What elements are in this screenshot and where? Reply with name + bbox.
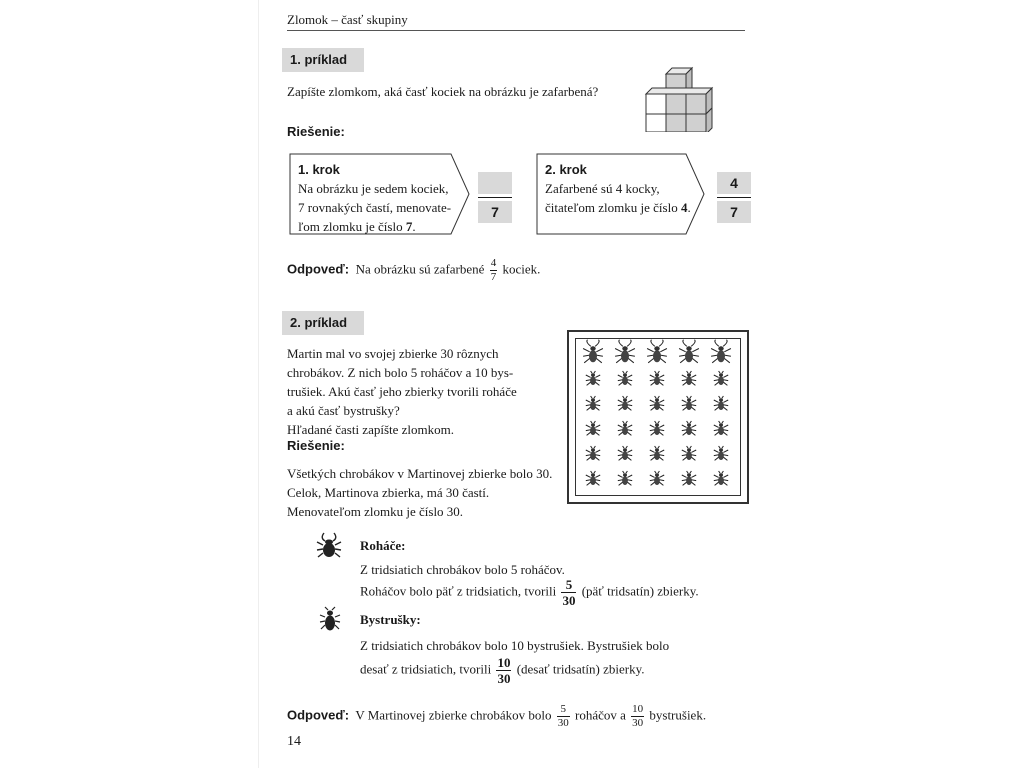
step-2-line-1: Zafarbené sú 4 kocky, — [545, 181, 660, 196]
stag-beetle-icon — [711, 340, 731, 363]
beetle-icon — [586, 471, 600, 485]
ground-beetle-icon — [318, 606, 342, 634]
beetle-icon — [618, 471, 632, 485]
example-1-solution-label: Riešenie: — [287, 124, 345, 139]
example-1-label: 1. príklad — [282, 48, 364, 72]
example-1-question: Zapíšte zlomkom, aká časť kociek na obrázku je zafarbená? — [287, 84, 599, 99]
step-1-text — [298, 160, 463, 236]
answer-2-fraction-1: $\frac{5}{30}$ — [557, 703, 569, 729]
step-2-text — [545, 160, 705, 217]
beetle-icon — [714, 396, 728, 410]
beetle-icon — [650, 371, 664, 385]
beetle-icon — [586, 396, 600, 410]
beetle-icon — [650, 471, 664, 485]
beetle-icon — [682, 396, 696, 410]
beetle-icon — [618, 446, 632, 460]
example-2-solution: Všetkých chrobákov v Martinovej zbierke bolo 30. Celok, Martinova zbierka, má 30 častí. Menovateľom zlomku je číslo 30. — [287, 466, 553, 519]
step-2-title: 2. krok — [545, 162, 587, 177]
stag-beetle-icon — [679, 340, 699, 363]
answer-label: Odpoveď: — [287, 261, 350, 277]
step-2-numerator: 4 — [717, 172, 751, 194]
answer-2-label: Odpoveď: — [287, 707, 350, 723]
rohace-fraction: $\frac{5}{30}$ — [562, 577, 576, 608]
beetle-icon — [650, 421, 664, 435]
example-2-problem: Martin mal vo svojej zbierke 30 rôznych chrobákov. Z nich bolo 5 roháčov a 10 bys- trušiek. Akú časť jeho zbierky tvorili roháče a akú časť bystrušky? Hľadané časti zapíšte zlomkom. — [287, 346, 517, 437]
bystrusky-fraction: $\frac{10}{30}$ — [497, 655, 511, 686]
step-1-line-2: 7 rovnakých častí, menovate- — [298, 200, 452, 215]
beetle-icon — [682, 421, 696, 435]
example-2-answer: Odpoveď: V Martinovej zbierke chrobákov bolo $\frac{5}{30}$ roháčov a $\frac{10}{30}$ bystrušiek. — [287, 703, 707, 729]
beetle-icon — [682, 446, 696, 460]
example-2-label: 2. príklad — [282, 311, 364, 335]
step-1-line-1: Na obrázku je sedem kociek, — [298, 181, 449, 196]
rohace-line-2: Roháčov bolo päť z tridsiatich, tvorili $\frac{5}{30}$ (päť tridsatín) zbierky. — [360, 577, 699, 608]
beetle-icon — [714, 371, 728, 385]
example-1-answer: Odpoveď: Na obrázku sú zafarbené $\frac{4}{7}$ kociek. — [287, 257, 541, 283]
step-1-fraction — [478, 172, 512, 223]
bystrusky-title: Bystrušky: — [360, 612, 421, 627]
example-2-solution-label: Riešenie: — [287, 438, 345, 453]
step-1-denominator: 7 — [478, 201, 512, 223]
beetle-icon — [586, 421, 600, 435]
answer-fraction: $\frac{4}{7}$ — [490, 257, 497, 283]
cubes-illustration — [640, 62, 720, 132]
beetle-icon — [586, 371, 600, 385]
stag-beetle-icon — [314, 530, 344, 560]
beetle-icon — [682, 471, 696, 485]
stag-beetle-icon — [615, 340, 635, 363]
beetle-icon — [714, 446, 728, 460]
step-1-line-3: ľom zlomku je číslo 7. — [298, 219, 416, 234]
beetle-icon — [618, 396, 632, 410]
beetle-icon — [714, 421, 728, 435]
step-1-numerator — [478, 172, 512, 194]
beetle-collection-picture — [567, 330, 749, 504]
rohace-title: Roháče: — [360, 538, 406, 553]
bystrusky-line-2: desať z tridsiatich, tvorili $\frac{10}{30}$ (desať tridsatín) zbierky. — [360, 655, 645, 686]
beetle-icon — [618, 421, 632, 435]
rohace-line-1: Z tridsiatich chrobákov bolo 5 roháčov. — [360, 562, 565, 577]
beetle-icon — [650, 396, 664, 410]
step-2-denominator: 7 — [717, 201, 751, 223]
beetle-icon — [618, 371, 632, 385]
header-rule — [287, 30, 745, 31]
beetle-icon — [586, 446, 600, 460]
step-2-fraction — [717, 172, 751, 223]
stag-beetle-icon — [647, 340, 667, 363]
step-1-title: 1. krok — [298, 162, 340, 177]
page-header: Zlomok – časť skupiny — [287, 12, 408, 27]
beetle-icon — [714, 471, 728, 485]
step-2-line-2: čitateľom zlomku je číslo 4. — [545, 200, 691, 215]
beetle-icon — [682, 371, 696, 385]
beetle-icon — [650, 446, 664, 460]
answer-2-fraction-2: $\frac{10}{30}$ — [632, 703, 644, 729]
page-number: 14 — [287, 734, 301, 749]
stag-beetle-icon — [583, 340, 603, 363]
bystrusky-line-1: Z tridsiatich chrobákov bolo 10 bystrušiek. Bystrušiek bolo — [360, 638, 670, 653]
